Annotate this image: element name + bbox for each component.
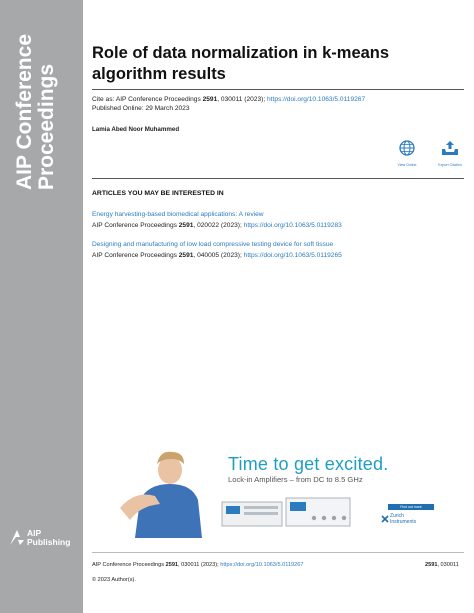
related-cite-volume: 2591: [178, 252, 194, 259]
ad-brand-line-1: Zurich: [390, 513, 404, 519]
footer-page-id: [425, 562, 459, 568]
advertisement-banner[interactable]: [100, 440, 464, 538]
footer-cite-prefix: AIP Conference Proceedings: [92, 562, 166, 568]
author-name: Lamia Abed Noor Muhammed: [92, 126, 180, 133]
ad-find-out-more-button[interactable]: Find out more: [388, 504, 434, 510]
ad-brand-line-2: Instruments: [390, 519, 417, 525]
related-articles-heading: ARTICLES YOU MAY BE INTERESTED IN: [92, 190, 224, 197]
aip-logo-icon: [9, 528, 25, 546]
ad-brand-name: [390, 513, 416, 525]
cite-suffix: , 030011 (2023);: [217, 96, 267, 103]
paper-title: Role of data normalization in k-means algorithm results: [92, 44, 390, 83]
related-article-title[interactable]: Designing and manufacturing of low load compressive testing device for soft tissue: [92, 241, 334, 248]
export-citation-label: Export Citation: [438, 163, 462, 167]
related-article-citation: [92, 252, 342, 259]
sidebar: [0, 0, 83, 613]
footer-page-number: , 030011: [437, 562, 459, 568]
brand-line-2: Proceedings: [35, 63, 59, 190]
related-article-title[interactable]: Energy harvesting-based biomedical applications: A review: [92, 211, 264, 218]
related-cite-prefix: AIP Conference Proceedings: [92, 222, 179, 229]
cite-prefix: Cite as: AIP Conference Proceedings: [92, 96, 203, 103]
logo-publishing-text: Publishing: [27, 537, 71, 547]
footer-copyright: © 2023 Author(s).: [92, 577, 136, 583]
footer-cite-volume: 2591: [165, 562, 179, 568]
related-cite-volume: 2591: [178, 222, 194, 229]
export-icon: [441, 140, 459, 156]
footer-divider: [92, 552, 464, 553]
paper-doi-link[interactable]: https://doi.org/10.1063/5.0119267: [266, 96, 366, 103]
title-divider: [92, 89, 464, 90]
view-online-button[interactable]: [387, 140, 427, 167]
ad-subline: Lock-in Amplifiers – from DC to 8.5 GHz: [228, 475, 363, 484]
related-cite-prefix: AIP Conference Proceedings: [92, 252, 179, 259]
footer-page-volume: 2591: [425, 562, 438, 568]
related-cite-suffix: , 020022 (2023);: [193, 222, 244, 229]
view-online-label: View Online: [397, 163, 417, 167]
footer-citation: [92, 562, 304, 568]
related-doi-link[interactable]: https://doi.org/10.1063/5.0119265: [243, 252, 342, 259]
footer-cite-suffix: , 030011 (2023);: [178, 562, 221, 568]
journal-brand: [14, 20, 58, 190]
logo-aip-text: AIP: [27, 528, 42, 538]
cite-volume: 2591: [202, 96, 218, 103]
related-cite-suffix: , 040005 (2023);: [193, 252, 244, 259]
ad-headline: Time to get excited.: [228, 454, 389, 474]
globe-icon: [399, 140, 415, 156]
brand-line-1: AIP Conference: [13, 34, 36, 190]
published-date: Published Online: 29 March 2023: [92, 105, 190, 112]
footer-doi-link[interactable]: https://doi.org/10.1063/5.0119267: [220, 562, 304, 568]
related-doi-link[interactable]: https://doi.org/10.1063/5.0119283: [243, 222, 342, 229]
section-divider: [92, 178, 464, 179]
related-article-citation: [92, 222, 342, 229]
citation-line: [92, 95, 365, 104]
export-citation-button[interactable]: [430, 140, 470, 167]
